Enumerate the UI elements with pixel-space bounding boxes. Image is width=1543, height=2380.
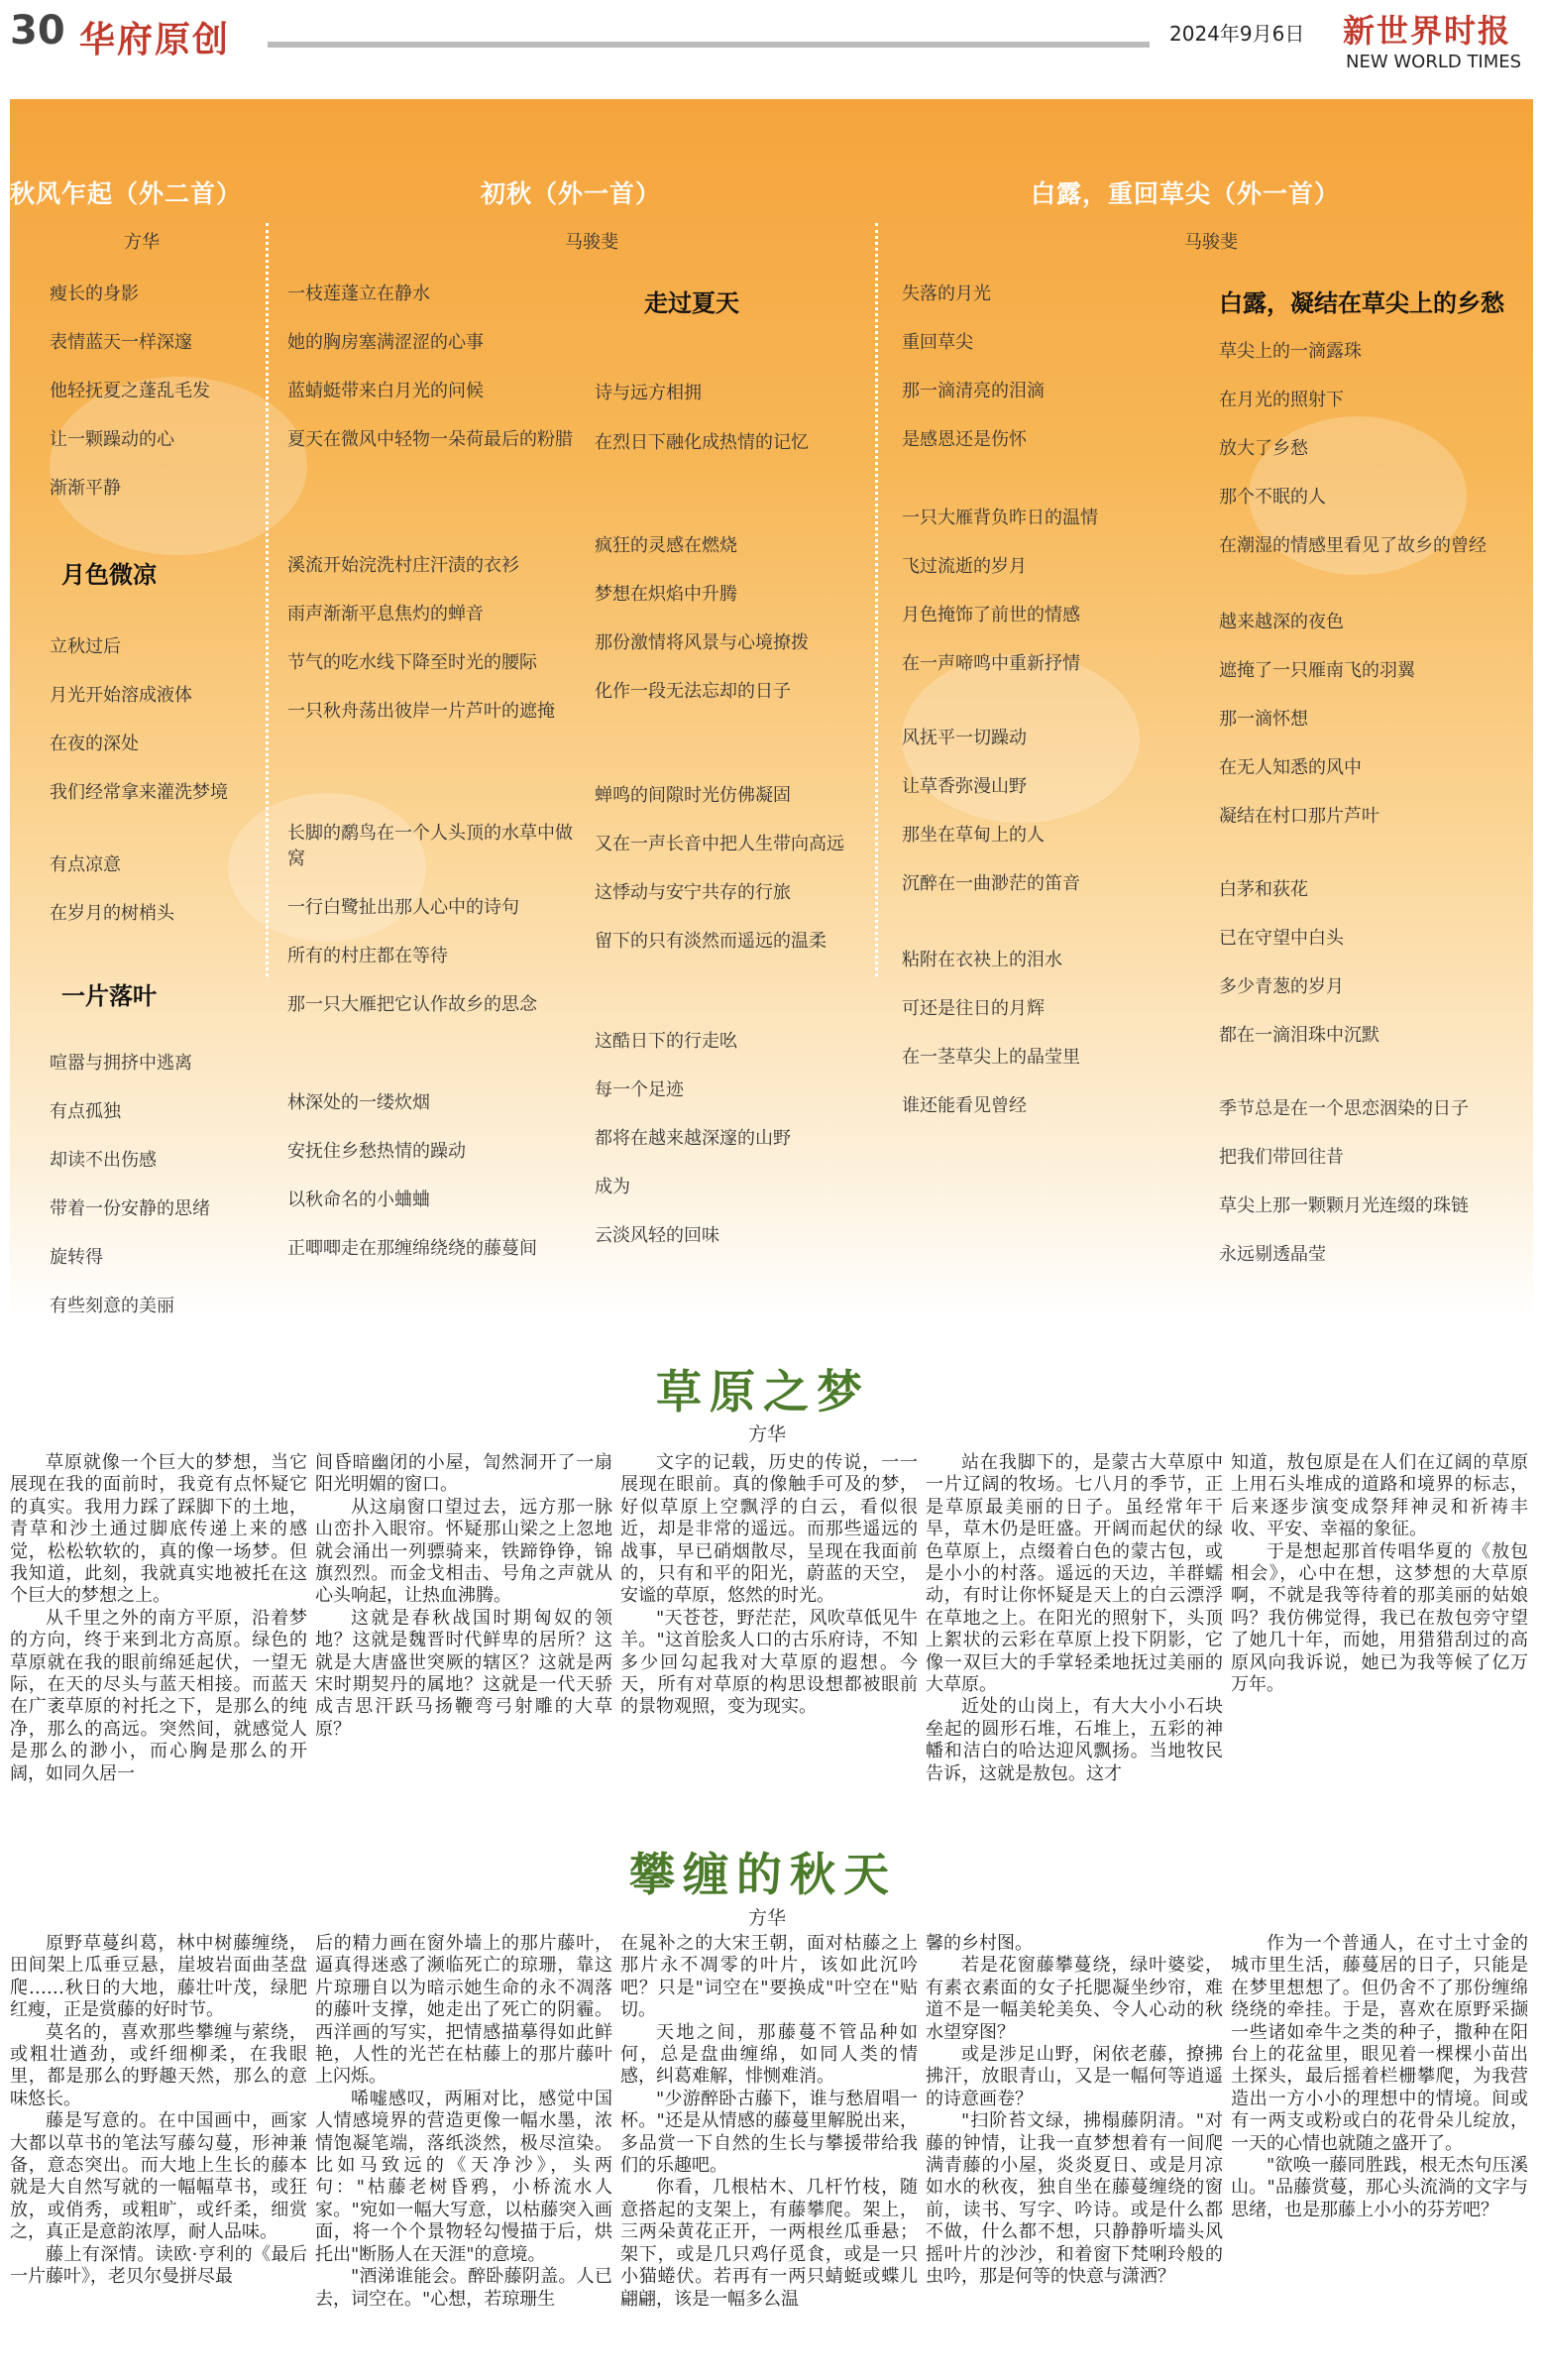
poem-line: 雨声渐渐平息焦灼的蝉音 xyxy=(287,604,484,624)
article-column xyxy=(315,1452,612,1839)
poem-line: 他轻抚夏之蓬乱毛发 xyxy=(50,381,210,401)
poem-line: 成为 xyxy=(595,1177,630,1197)
article-paragraph: "酒涕谁能会。醉卧藤阴盖。人已去，词空在。"心想，若琼珊生 xyxy=(315,2266,612,2310)
poem-line: 白茅和荻花 xyxy=(1219,879,1308,900)
article-paragraph: 天地之间，那藤蔓不管品种如何，总是盘曲缠绵，如同人类的情感，纠葛难解，悱恻难消。 xyxy=(620,2021,918,2088)
article-author: 方华 xyxy=(748,1423,787,1445)
header-rule xyxy=(268,42,1150,48)
article-paragraph: 于是想起那首传唱华夏的《敖包相会》，心中在想，这梦想的大草原啊，不就是我等待着的那美丽的姑娘吗？我仿佛觉得，我已在敖包旁守望了她几十年，而她，用猎猎刮过的高原风向我诉说，她已为我等候了亿万万年。 xyxy=(1231,1540,1528,1696)
poem-line: 在夜的深处 xyxy=(50,734,139,754)
poem-line: 失落的月光 xyxy=(902,283,991,304)
poem-line: 有点凉意 xyxy=(50,854,121,875)
article-column xyxy=(926,1933,1223,2375)
poem-line: 在岁月的树梢头 xyxy=(50,903,174,924)
poem-subtitle: 白露，凝结在草尖上的乡愁 xyxy=(1219,289,1504,317)
poem-line: 梦想在炽焰中升腾 xyxy=(595,584,737,605)
poem-line: 那份激情将风景与心境撩拨 xyxy=(595,632,809,653)
article-paragraph: "天苍苍，野茫茫，风吹草低见牛羊。"这首脍炙人口的古乐府诗，不知多少回勾起我对大草原的遐想。今天，所有对草原的构思设想都被眼前的景物观照，变为现实。 xyxy=(620,1607,918,1718)
article-paragraph: 作为一个普通人，在寸土寸金的城市里生活，藤蔓居的日子，只能是在梦里想想了。但仍舍不了那份缠绵绕绕的牵挂。于是，喜欢在原野采撷一些诸如牵牛之类的种子，撒种在阳台上的花盆里，眼见着一棵棵小苗出土探头，最后摇着栏栅攀爬，为我营造出一方小小的理想中的情境。间或有一两支或粉或白的花骨朵儿绽放，一天的心情也就随之盛开了。 xyxy=(1231,1933,1528,2154)
article-column xyxy=(926,1452,1223,1839)
article-column xyxy=(1231,1933,1528,2375)
poem-line: 化作一段无法忘却的日子 xyxy=(595,681,791,702)
poem-subtitle: 走过夏天 xyxy=(644,289,739,317)
poem-author: 马骏斐 xyxy=(1184,232,1238,253)
article-paragraph: 馨的乡村图。 xyxy=(926,1933,1033,1954)
article-column xyxy=(10,1933,307,2375)
poem-line: 那一滴清亮的泪滴 xyxy=(902,381,1045,401)
column-divider xyxy=(266,223,269,976)
poem-line: 瘦长的身影 xyxy=(50,283,139,304)
article-paragraph: 文字的记载，历史的传说，一一展现在眼前。真的像触手可及的梦，好似草原上空飘浮的白云，看似很近，却是非常的遥远。而那些遥远的战事，早已硝烟散尽，呈现在我面前的，只有和平的阳光，蔚蓝的天空，安谧的草原，悠然的时光。 xyxy=(620,1452,918,1607)
poem-line: 在潮湿的情感里看见了故乡的曾经 xyxy=(1219,535,1487,556)
poem-line: 有些刻意的美丽 xyxy=(50,1296,174,1316)
poem-line: 疯狂的灵感在燃烧 xyxy=(595,535,737,556)
poem-line: 我们经常拿来灌洗梦境 xyxy=(50,782,228,803)
article-column xyxy=(10,1452,307,1839)
poem-subtitle: 月色微凉 xyxy=(61,561,157,589)
article-paragraph: 从千里之外的南方平原，沿着梦的方向，终于来到北方高原。绿色的草原就在我的眼前绵延起伏，一望无际，在天的尽头与蓝天相接。而蓝天在广袤草原的衬托之下，是那么的纯净，那么的高远。突然间，就感觉人是那么的渺小，而心胸是那么的开阔，如同久居一 xyxy=(10,1607,307,1784)
article-paragraph: "少游醉卧古藤下，谁与愁眉唱一杯。"还是从情感的藤蔓里解脱出来，多品赏一下自然的生长与攀援带给我们的乐趣吧。 xyxy=(620,2088,918,2177)
poem-line: 季节总是在一个思恋洇染的日子 xyxy=(1219,1098,1469,1119)
poem-line: 永远剔透晶莹 xyxy=(1219,1244,1326,1265)
poem-line: 在一声啼鸣中重新抒情 xyxy=(902,653,1080,674)
poem-line: 喧嚣与拥挤中逃离 xyxy=(50,1053,192,1074)
section-title: 华府原创 xyxy=(79,20,231,60)
poem-line: 可还是往日的月辉 xyxy=(902,998,1045,1019)
poem-line: 以秋命名的小蛐蛐 xyxy=(287,1190,430,1210)
poem-line: 月色掩饰了前世的情感 xyxy=(902,605,1080,625)
poem-line: 沉醉在一曲渺茫的笛音 xyxy=(902,873,1080,894)
poem-line: 却读不出伤感 xyxy=(50,1150,157,1171)
poem-line: 这酷日下的行走吆 xyxy=(595,1031,737,1052)
article-paragraph: 若是花窗藤攀蔓绕，绿叶婆娑，有素衣素面的女子托腮凝坐纱帘，难道不是一幅美轮美奂、令人心动的秋水望穿图？ xyxy=(926,1955,1223,2043)
poem-line: 把我们带回往昔 xyxy=(1219,1147,1344,1168)
poem-author: 方华 xyxy=(124,232,160,253)
article-paragraph: 你看，几根枯木、几杆竹枝，随意搭起的支架上，有藤攀爬。架上，三两朵黄花正开，一两根丝瓜垂悬；架下，或是几只鸡仔觅食，或是一只小猫蜷伏。若再有一两只蜻蜓或蝶儿翩翩，该是一幅多么温 xyxy=(620,2177,918,2310)
article-author: 方华 xyxy=(748,1907,787,1929)
article-column xyxy=(315,1933,612,2375)
poem-line: 正唧唧走在那缠绵绕绕的藤蔓间 xyxy=(287,1238,537,1259)
poem-line: 飞过流逝的岁月 xyxy=(902,556,1027,577)
poem-line: 渐渐平静 xyxy=(50,478,121,499)
poem-line: 已在守望中白头 xyxy=(1219,928,1344,949)
poem-title-autumn-wind: 秋风乍起（外二首） xyxy=(10,179,243,208)
poem-title-early-autumn: 初秋（外一首） xyxy=(481,179,662,208)
poem-line: 蝉鸣的间隙时光仿佛凝固 xyxy=(595,785,791,806)
poem-line: 一只秋舟荡出彼岸一片芦叶的遮掩 xyxy=(287,701,555,722)
article-paragraph: 站在我脚下的，是蒙古大草原中一片辽阔的牧场。七八月的季节，正是草原最美丽的日子。虽经常年干旱，草木仍是旺盛。开阔而起伏的绿色草原上，点缀着白色的蒙古包，或是小小的村落。遥远的天边，羊群蠕动，有时让你怀疑是天上的白云漂浮在草地之上。在阳光的照射下，头顶上絮状的云彩在草原上投下阴影，它像一双巨大的手掌轻柔地抚过美丽的大草原。 xyxy=(926,1452,1223,1696)
poem-line: 每一个足迹 xyxy=(595,1079,684,1100)
poem-line: 留下的只有淡然而遥远的温柔 xyxy=(595,931,827,952)
poem-line: 诗与远方相拥 xyxy=(595,383,702,403)
poem-line: 安抚住乡愁热情的躁动 xyxy=(287,1141,466,1162)
article-column xyxy=(620,1452,918,1839)
poem-line: 在烈日下融化成热情的记忆 xyxy=(595,432,809,453)
poem-line: 在一茎草尖上的晶莹里 xyxy=(902,1047,1080,1068)
article-paragraph: 莫名的，喜欢那些攀缠与萦绕，或粗壮遒劲，或纤细柳柔，在我眼里，都是那么的野趣天然，那么的意味悠长。 xyxy=(10,2021,307,2109)
poem-line: 越来越深的夜色 xyxy=(1219,612,1344,632)
poem-line: 一枝莲蓬立在静水 xyxy=(287,283,430,304)
article-column xyxy=(1231,1452,1528,1839)
poem-line: 所有的村庄都在等待 xyxy=(287,946,448,966)
poem-line: 凝结在村口那片芦叶 xyxy=(1219,806,1379,827)
poem-line: 有点孤独 xyxy=(50,1101,121,1122)
poem-line: 带着一份安静的思绪 xyxy=(50,1198,210,1219)
poem-line: 林深处的一缕炊烟 xyxy=(287,1092,430,1113)
poem-line: 旋转得 xyxy=(50,1247,103,1268)
poem-line: 夏天在微风中轻物一朵荷最后的粉腊 xyxy=(287,429,573,450)
poem-line: 草尖上的一滴露珠 xyxy=(1219,341,1362,362)
poem-line: 那一只大雁把它认作故乡的思念 xyxy=(287,994,537,1015)
poem-subtitle: 一片落叶 xyxy=(61,982,157,1010)
article-paragraph: 近处的山岗上，有大大小小石块垒起的圆形石堆，石堆上，五彩的神幡和洁白的哈达迎风飘扬。当地牧民告诉，这就是敖包。这才 xyxy=(926,1696,1223,1784)
article-paragraph: "扫阶苔文绿，拂榻藤阴清。"对藤的钟情，让我一直梦想着有一间爬满青藤的小屋，炎炎夏日、或是月凉如水的秋夜，独自坐在藤蔓缠绕的窗前，读书、写字、吟诗。或是什么都不做，什么都不想，只静静听墙头风摇叶片的沙沙，和着窗下梵唎玲般的虫吟，那是何等的快意与潇洒？ xyxy=(926,2110,1223,2288)
newspaper-name-en: NEW WORLD TIMES xyxy=(1346,52,1522,72)
article-paragraph: 从这扇窗口望过去，远方那一脉山峦扑入眼帘。怀疑那山梁之上忽地就会涌出一列骠骑来，铁蹄铮铮，锦旗烈烈。而金戈相击、号角之声就从心头响起，让热血沸腾。 xyxy=(315,1496,612,1607)
article-paragraph: 藤上有深情。读欧·亨利的《最后一片藤叶》，老贝尔曼拼尽最 xyxy=(10,2243,307,2288)
poem-line: 一只大雁背负昨日的温情 xyxy=(902,508,1098,528)
poem-line: 长脚的鹬鸟在一个人头顶的水草中做窝 xyxy=(287,823,573,869)
poem-line: 都在一滴泪珠中沉默 xyxy=(1219,1025,1379,1046)
poetry-panel xyxy=(10,99,1533,1318)
poem-line: 溪流开始浣洗村庄汗渍的衣衫 xyxy=(287,555,519,576)
poem-line: 这悸动与安宁共存的行旅 xyxy=(595,882,791,903)
poem-line: 重回草尖 xyxy=(902,332,973,353)
article-paragraph: 或是涉足山野，闲依老藤，撩拂拂汗，放眼青山，又是一幅何等逍遥的诗意画卷？ xyxy=(926,2044,1223,2109)
article-paragraph: 间昏暗幽闭的小屋，訇然洞开了一扇阳光明媚的窗口。 xyxy=(315,1452,612,1496)
poem-title-white-dew: 白露，重回草尖（外一首） xyxy=(1031,179,1341,208)
article-paragraph: 后的精力画在窗外墙上的那片藤叶，逼真得迷惑了濒临死亡的琼珊，靠这片琼珊自以为暗示她生命的永不凋落的藤叶支撑，她走出了死亡的阴霾。西洋画的写实，把情感描摹得如此鲜艳，人性的光芒在枯藤上的那片藤叶上闪烁。 xyxy=(315,1933,612,2088)
article-paragraph: 草原就像一个巨大的梦想，当它展现在我的面前时，我竟有点怀疑它的真实。我用力踩了踩脚下的土地，青草和沙土通过脚底传递上来的感觉，松松软软的，真的像一场梦。但我知道，此刻，我就真实地被托在这个巨大的梦想之上。 xyxy=(10,1452,307,1607)
poem-line: 都将在越来越深邃的山野 xyxy=(595,1128,791,1149)
poem-line: 草尖上那一颗颗月光连缀的珠链 xyxy=(1219,1195,1469,1216)
poem-line: 在无人知悉的风中 xyxy=(1219,757,1362,778)
poem-line: 云淡风轻的回味 xyxy=(595,1225,719,1246)
article-paragraph: "欲唤一藤同胜践，根无杰句压溪山。"品藤赏蔓，那心头流淌的文字与思绪，也是那藤上小小的芬芳吧？ xyxy=(1231,2155,1528,2220)
poem-line: 让草香弥漫山野 xyxy=(902,776,1027,797)
poem-line: 是感恩还是伤怀 xyxy=(902,429,1027,450)
poem-line: 谁还能看见曾经 xyxy=(902,1095,1027,1116)
newspaper-logo: 新世界时报 xyxy=(1343,12,1512,50)
article-paragraph: 唏嘘感叹，两厢对比，感觉中国人情感境界的营造更像一幅水墨，浓情饱凝笔端，落纸淡然，极尽渲染。比如马致远的《天净沙》，头两句："枯藤老树昏鸦，小桥流水人家。"宛如一幅大写意，以枯藤突入画面，将一个个景物轻勾慢描于后，烘托出"断肠人在天涯"的意境。 xyxy=(315,2088,612,2265)
article-paragraph: 在晁补之的大宋王朝，面对枯藤之上那片永不凋零的叶片，该如此沉吟吧？只是"词空在"要换成"叶空在"贴切。 xyxy=(620,1933,918,2021)
poem-line: 那个不眠的人 xyxy=(1219,487,1326,508)
poem-line: 多少青葱的岁月 xyxy=(1219,976,1344,997)
poem-line: 月光开始溶成液体 xyxy=(50,685,192,706)
poem-line: 节气的吃水线下降至时光的腰际 xyxy=(287,652,537,673)
article-paragraph: 知道，敖包原是在人们在辽阔的草原上用石头堆成的道路和境界的标志，后来逐步演变成祭拜神灵和祈祷丰收、平安、幸福的象征。 xyxy=(1231,1452,1528,1540)
poem-line: 遮掩了一只雁南飞的羽翼 xyxy=(1219,660,1415,681)
poem-line: 粘附在衣袂上的泪水 xyxy=(902,950,1062,970)
poem-line: 立秋过后 xyxy=(50,636,121,657)
page-number: 30 xyxy=(10,8,65,54)
article-column xyxy=(620,1933,918,2375)
column-divider xyxy=(875,223,878,976)
article-paragraph: 这就是春秋战国时期匈奴的领地？这就是魏晋时代鲜卑的居所？这就是大唐盛世突厥的辖区？这就是两宋时期契丹的属地？这就是一代天骄成吉思汗跃马扬鞭弯弓射雕的大草原？ xyxy=(315,1607,612,1740)
issue-date: 2024年9月6日 xyxy=(1169,22,1305,46)
page-header xyxy=(0,0,1543,89)
poem-line: 在月光的照射下 xyxy=(1219,390,1344,410)
poem-line: 她的胸房塞满涩涩的心事 xyxy=(287,332,484,353)
poem-line: 那坐在草甸上的人 xyxy=(902,825,1045,846)
poem-line: 又在一声长音中把人生带向高远 xyxy=(595,834,844,854)
article-title-climbing-autumn: 攀缠的秋天 xyxy=(629,1848,897,1901)
article-paragraph: 原野草蔓纠葛，林中树藤缠绕，田间架上瓜垂豆悬，崖坡岩面曲茎盘爬……秋日的大地，藤壮叶茂，绿肥红瘦，正是赏藤的好时节。 xyxy=(10,1933,307,2021)
poem-line: 蓝蜻蜓带来白月光的问候 xyxy=(287,381,484,401)
poem-line: 让一颗躁动的心 xyxy=(50,429,174,450)
poem-line: 放大了乡愁 xyxy=(1219,438,1308,459)
poem-line: 那一滴怀想 xyxy=(1219,709,1308,730)
article-paragraph: 藤是写意的。在中国画中，画家大都以草书的笔法写藤勾蔓，形神兼备，意态突出。而大地上生长的藤本就是大自然写就的一幅幅草书，或狂放，或俏秀，或粗旷，或纤柔，细赏之，真正是意韵浓厚，耐人品味。 xyxy=(10,2110,307,2243)
poem-author: 马骏斐 xyxy=(565,232,618,253)
poem-line: 风抚平一切躁动 xyxy=(902,728,1027,748)
poem-line: 表情蓝天一样深邃 xyxy=(50,332,192,353)
poem-line: 一行白鹭扯出那人心中的诗句 xyxy=(287,897,519,918)
article-title-grassland-dream: 草原之梦 xyxy=(656,1365,870,1418)
